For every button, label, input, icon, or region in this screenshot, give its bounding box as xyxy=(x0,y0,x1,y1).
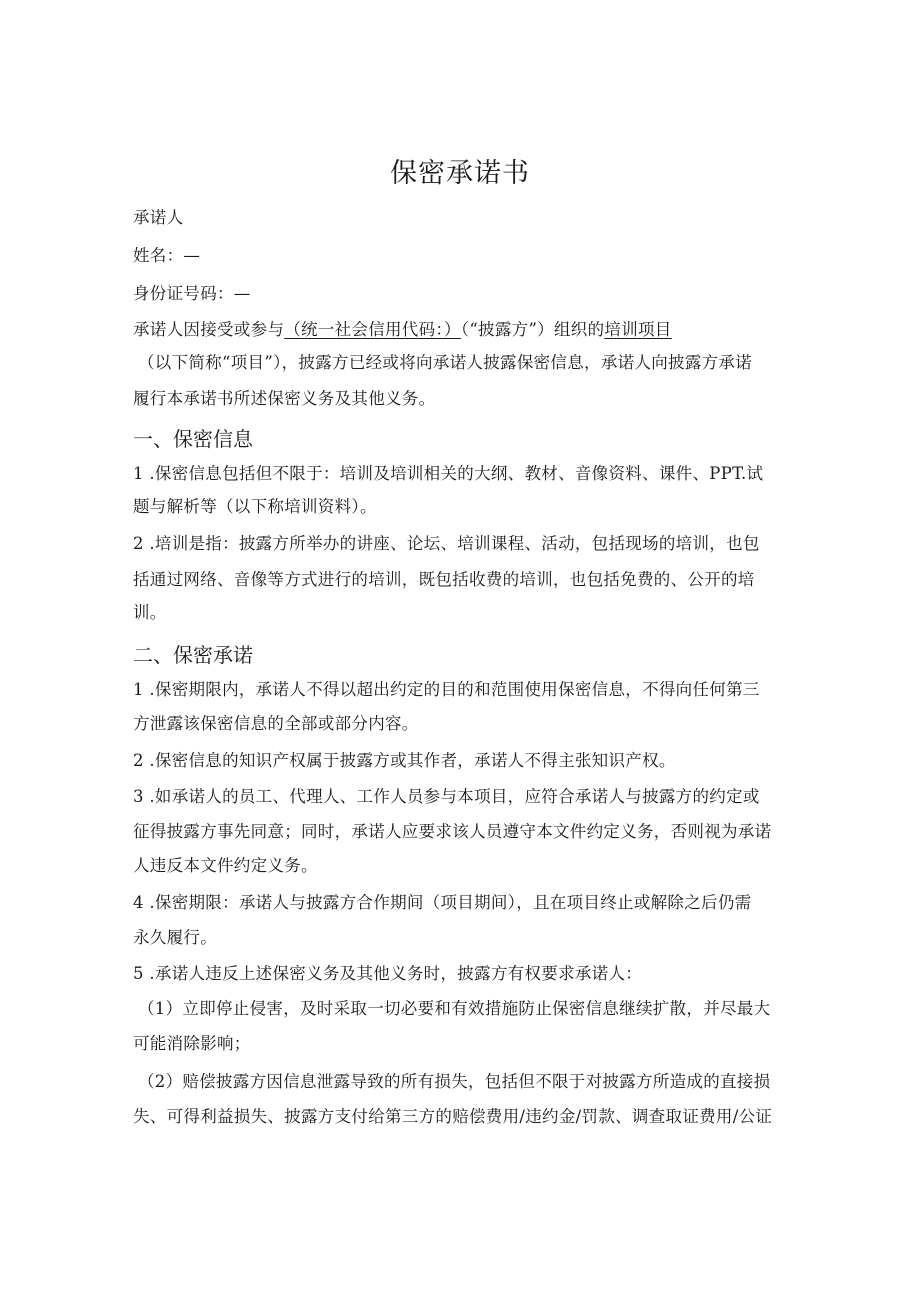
section-2-line: 征得披露方事先同意；同时，承诺人应要求该人员遵守本文件约定义务，否则视为承诺 xyxy=(133,822,772,841)
section-2-line: 4 .保密期限：承诺人与披露方合作期间（项目期间），且在项目终止或解除之后仍需 xyxy=(133,893,752,912)
project-name-field: 培训项目 xyxy=(604,320,672,339)
section-2-line: 失、可得利益损失、披露方支付给第三方的赔偿费用/违约金/罚款、调查取证费用/公证 xyxy=(133,1107,773,1126)
intro-line-3: 履行本承诺书所述保密义务及其他义务。 xyxy=(133,389,436,408)
intro-mid: （“披露方”）组织的 xyxy=(460,320,605,339)
section-2-line: 永久履行。 xyxy=(133,928,217,947)
section-2-line: 人违反本文件约定义务。 xyxy=(133,856,318,875)
section-2-line: 可能消除影响； xyxy=(133,1034,251,1053)
section-1-heading: 一、保密信息 xyxy=(133,427,253,451)
section-1-line: 题与解析等（以下称培训资料）。 xyxy=(133,497,377,516)
section-1-line: 训。 xyxy=(133,603,167,622)
promisor-label: 承诺人 xyxy=(133,208,184,227)
section-2-line: （1）立即停止侵害，及时采取一切必要和有效措施防止保密信息继续扩散，并尽最大 xyxy=(138,999,771,1018)
section-2-line: 3 .如承诺人的员工、代理人、工作人员参与本项目，应符合承诺人与披露方的约定或 xyxy=(133,787,760,806)
section-2-line: 方泄露该保密信息的全部或部分内容。 xyxy=(133,714,419,733)
section-2-line: 5 .承诺人违反上述保密义务及其他义务时，披露方有权要求承诺人： xyxy=(133,964,643,983)
section-2-line: 1 .保密期限内，承诺人不得以超出约定的目的和范围使用保密信息，不得向任何第三 xyxy=(133,680,760,699)
section-1-line: 2 .培训是指：披露方所举办的讲座、论坛、培训课程、活动，包括现场的培训，也包 xyxy=(133,534,760,553)
section-1-line: 括通过网络、音像等方式进行的培训，既包括收费的培训，也包括免费的、公开的培 xyxy=(133,570,755,589)
credit-code-field: （统一社会信用代码：） xyxy=(284,320,461,339)
section-2-line: 2 .保密信息的知识产权属于披露方或其作者，承诺人不得主张知识产权。 xyxy=(133,751,676,770)
promisor-id-number: 身份证号码：— xyxy=(133,284,251,303)
section-2-heading: 二、保密承诺 xyxy=(133,643,253,667)
promisor-name: 姓名：— xyxy=(133,246,201,265)
document-title: 保密承诺书 xyxy=(390,158,530,189)
intro-line-2: （以下简称“项目”），披露方已经或将向承诺人披露保密信息，承诺人向披露方承诺 xyxy=(138,353,753,372)
section-2-line: （2）赔偿披露方因信息泄露导致的所有损失，包括但不限于对披露方所造成的直接损 xyxy=(138,1072,771,1091)
section-1-line: 1 .保密信息包括但不限于：培训及培训相关的大纲、教材、音像资料、课件、PPT.试 xyxy=(133,464,764,483)
intro-prefix: 承诺人因接受或参与 xyxy=(133,320,285,339)
intro-line-1 xyxy=(133,317,672,343)
